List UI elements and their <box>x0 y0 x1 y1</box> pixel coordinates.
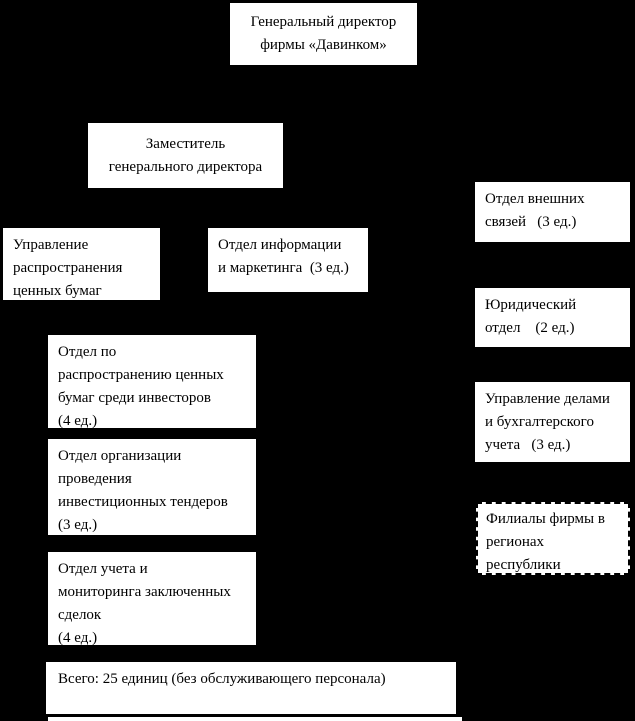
node-info-marketing <box>208 228 368 292</box>
node-text-line: учета (3 ед.) <box>485 437 571 453</box>
node-text-line: Юридический <box>485 297 577 313</box>
node-text-line: сделок <box>58 607 102 623</box>
node-total-summary <box>46 662 456 714</box>
node-external-relations <box>475 182 630 242</box>
node-text-line: (4 ед.) <box>58 413 98 428</box>
node-text-line: (3 ед.) <box>58 517 98 533</box>
node-text-line: распространения <box>13 260 123 276</box>
node-text-line: и маркетинга (3 ед.) <box>218 260 349 276</box>
node-text-line: и бухгалтерского <box>485 414 594 430</box>
node-text-line: инвестиционных тендеров <box>58 494 228 510</box>
node-text-line: Заместитель <box>145 135 226 152</box>
node-text-line: мониторинга заключенных <box>58 584 231 600</box>
node-affairs-accounting <box>475 382 630 462</box>
node-deals-monitoring <box>48 552 256 645</box>
node-investment-tenders <box>48 439 256 535</box>
node-text-line: республики <box>486 557 561 573</box>
node-general-director <box>230 3 417 65</box>
node-text-line: проведения <box>58 471 132 487</box>
node-text-line: Управление делами <box>485 391 610 407</box>
node-text-line: Управление <box>13 237 89 253</box>
node-text-line: Отдел внешних <box>485 191 585 207</box>
node-legal-dept <box>475 288 630 347</box>
node-text-line: бумаг среди инвесторов <box>58 390 212 406</box>
node-text-line: Отдел информации <box>218 237 342 253</box>
node-distribution-investors <box>48 335 256 428</box>
node-securities-distribution-mgmt <box>3 228 160 300</box>
node-text-line: фирмы «Давинком» <box>260 37 387 53</box>
node-deputy-director <box>88 123 283 188</box>
node-text-line: ценных бумаг <box>13 283 102 299</box>
node-text-line: Генеральный директор <box>250 14 397 30</box>
node-text-line: отдел (2 ед.) <box>485 320 575 336</box>
cutoff-box-strip <box>48 717 462 721</box>
node-text-line: (4 ед.) <box>58 630 98 645</box>
node-text-line: Филиалы фирмы в <box>486 511 605 527</box>
node-text-line: Отдел организации <box>58 448 182 464</box>
node-text-line: регионах <box>486 534 545 550</box>
node-text-line: Всего: 25 единиц (без обслуживающего персонала) <box>58 671 386 687</box>
node-text-line: Отдел учета и <box>58 561 148 577</box>
node-text-line: распространению ценных <box>58 367 224 383</box>
node-text-line: генерального директора <box>108 158 263 175</box>
node-text-line: связей (3 ед.) <box>485 214 577 230</box>
node-regional-branches <box>476 502 630 575</box>
node-text-line: Отдел по <box>58 344 117 360</box>
